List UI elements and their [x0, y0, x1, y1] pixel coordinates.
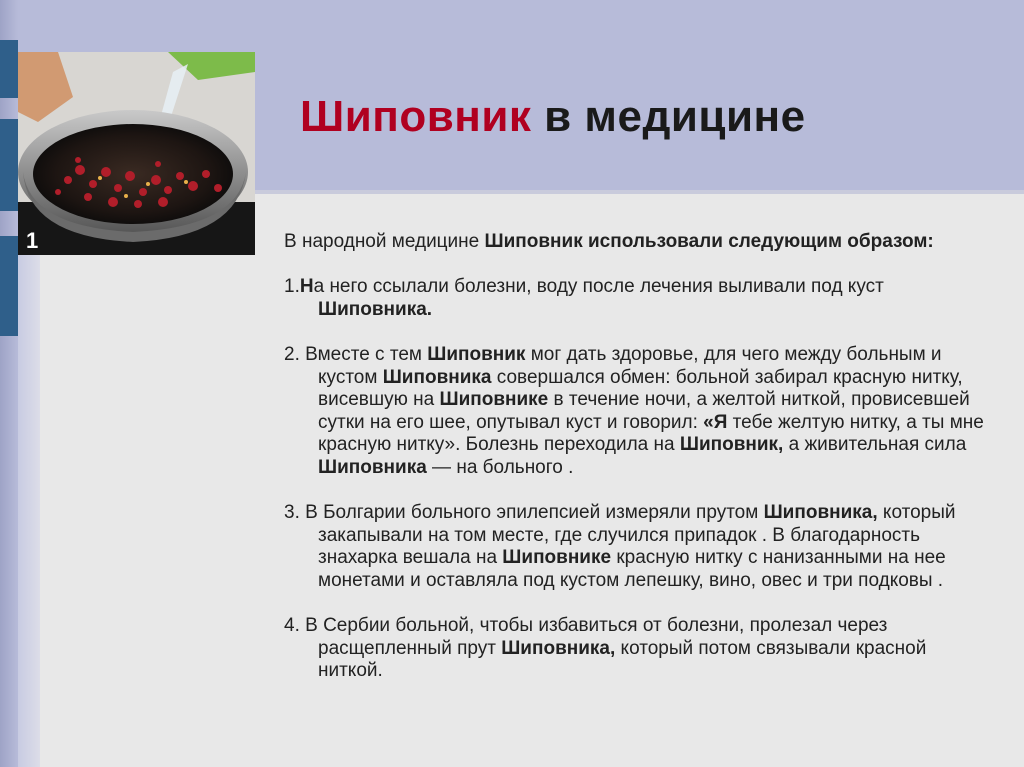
left-lower-frame — [18, 255, 40, 767]
p3-bold: Шиповника, — [763, 502, 878, 524]
p2-bold: Шиповника — [382, 366, 492, 388]
p2-text: в течение ночи, а желтой ниткой, провисевшей сутки на его шее, опутывал куст и говорил: — [318, 389, 970, 433]
intro-paragraph — [284, 231, 996, 254]
p1-bold-letter: Н — [299, 276, 314, 298]
p2-text: мог дать здоровье, для чего между больным и кустом — [318, 343, 942, 388]
p4-text: который потом связывали красной ниткой. — [318, 637, 927, 682]
paragraph-2 — [284, 344, 996, 480]
p2-text: совершался обмен: больной забирал красную нитку, висевшую на — [318, 366, 963, 411]
p3-text: 3. В Болгарии больного эпилепсией измеряли прутом — [284, 502, 764, 524]
p2-bold: Шиповник, — [679, 434, 784, 456]
paragraph-4 — [284, 615, 996, 683]
p3-text: который закапывали на том месте, где случился припадок . В благодарность знахарка вешала на — [318, 502, 956, 569]
p3-text: красную нитку с нанизанными на нее монетами и оставляла под кустом лепешку, вино, овес и три подковы . — [318, 547, 946, 591]
p1-bold: Шиповника. — [318, 298, 433, 320]
left-frame-tab — [0, 236, 18, 336]
header-divider — [255, 190, 1024, 194]
left-frame-strip — [0, 0, 18, 767]
p4-text: 4. В Сербии больной, чтобы избавиться от болезни, пролезал через расщепленный прут — [284, 615, 888, 659]
p2-bold: Шиповнике — [439, 389, 549, 411]
p2-bold: Шиповника — [318, 456, 427, 478]
photo-number-label: 1 — [26, 228, 39, 253]
p3-bold: Шиповнике — [502, 547, 612, 569]
p2-text: тебе желтую нитку, а ты мне красную нитку». Болезнь переходила на — [318, 411, 984, 456]
paragraph-3 — [284, 502, 996, 592]
title-accent: Шиповник — [300, 92, 532, 141]
pan-with-rosehips-photo — [18, 52, 255, 255]
left-frame-tab — [0, 119, 18, 211]
p4-bold: Шиповника, — [501, 637, 616, 659]
page-title — [300, 92, 806, 142]
p1-number: 1. — [284, 276, 300, 298]
intro-plain: В народной медицине — [284, 231, 485, 252]
left-frame-tab — [0, 40, 18, 98]
p2-text: — на больного . — [426, 456, 574, 478]
p2-text: 2. Вместе с тем — [284, 343, 428, 365]
p2-bold: Шиповник — [427, 343, 526, 365]
paragraph-1 — [284, 276, 996, 321]
p1-text: а него ссылали болезни, воду после лечения выливали под куст — [313, 276, 884, 298]
title-rest: в медицине — [544, 92, 806, 141]
intro-bold: Шиповник использовали следующим образом: — [484, 231, 934, 252]
body-text — [284, 231, 996, 705]
p2-text: а живительная сила — [783, 434, 967, 456]
p2-bold: «Я — [703, 411, 728, 433]
